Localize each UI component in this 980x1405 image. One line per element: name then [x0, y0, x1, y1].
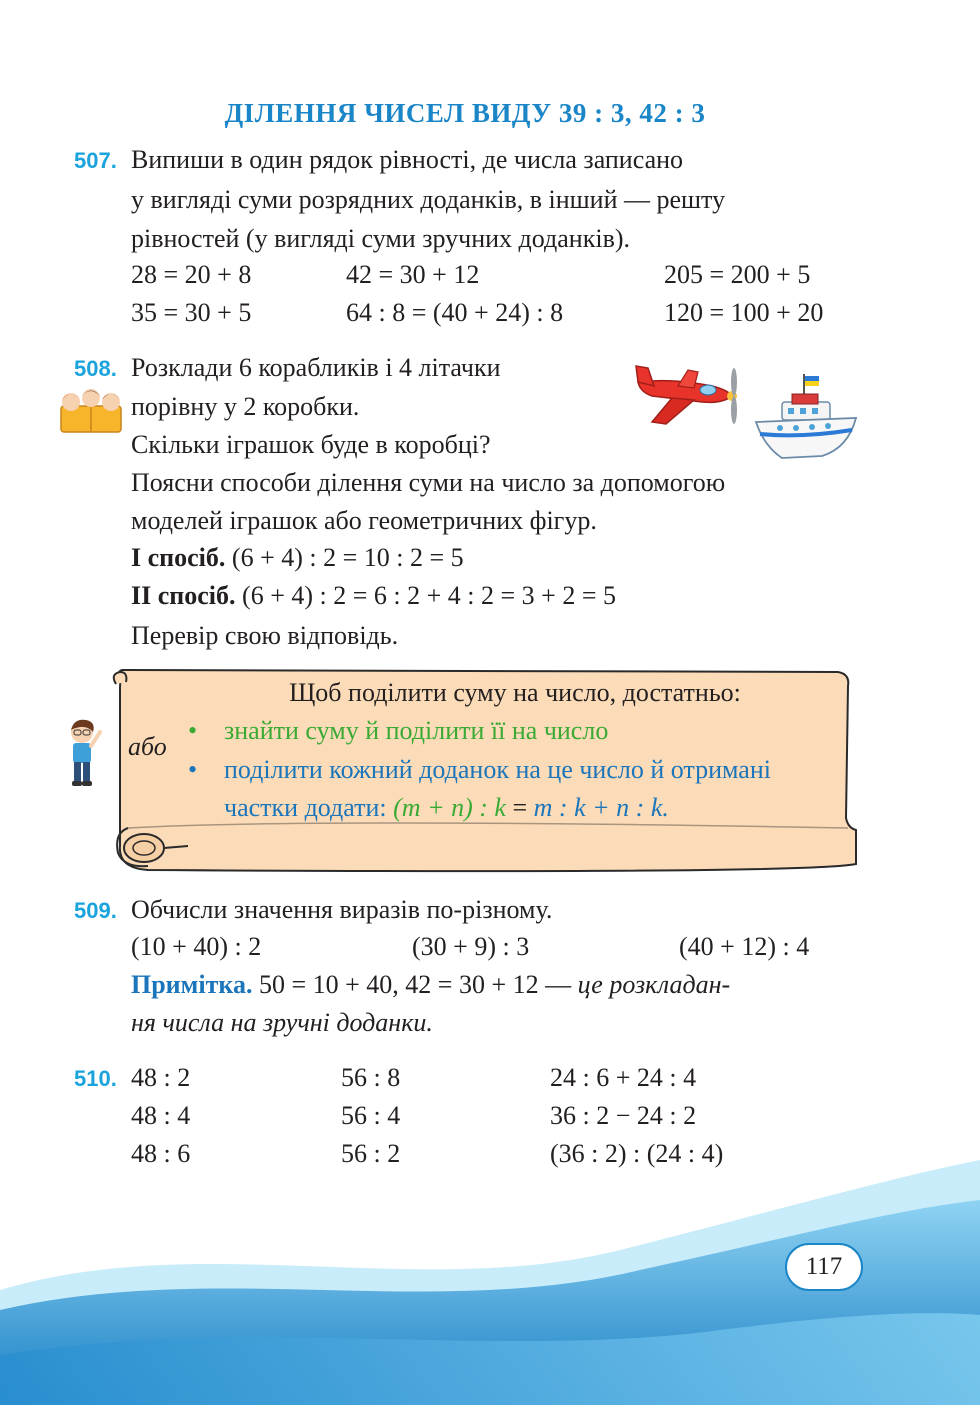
page-title: ДІЛЕННЯ ЧИСЕЛ ВИДУ 39 : 3, 42 : 3 — [224, 98, 706, 128]
bullet-icon: • — [188, 716, 198, 745]
exercise-507-line-2: у вигляді суми розрядних доданків, в інший — решту — [131, 185, 726, 214]
equation: 205 = 200 + 5 — [664, 260, 811, 289]
method-1 — [131, 539, 464, 577]
exercise-508-line-4: Поясни способи ділення суми на число за допомогою — [131, 468, 726, 497]
airplane-toy-icon — [632, 356, 742, 432]
expression: 36 : 2 − 24 : 2 — [550, 1101, 697, 1130]
exercise-508-line-2: порівну у 2 коробки. — [131, 392, 360, 421]
expression: (10 + 40) : 2 — [131, 932, 262, 961]
bullet-icon: • — [188, 755, 198, 784]
equation: 35 = 30 + 5 — [131, 298, 252, 327]
method-2-label: ІІ спосіб. — [131, 581, 236, 610]
rule-heading — [0, 678, 980, 708]
expression: 56 : 4 — [341, 1101, 401, 1130]
boy-pointing-icon — [62, 718, 106, 788]
method-2 — [131, 577, 616, 615]
equation: 28 = 20 + 8 — [131, 260, 252, 289]
expression: 56 : 8 — [341, 1063, 401, 1092]
exercise-507-line-3: рівностей (у вигляді суми зручних доданків). — [131, 224, 631, 253]
equation: 42 = 30 + 12 — [346, 260, 480, 289]
equation: 120 = 100 + 20 — [664, 298, 824, 327]
expression: (36 : 2) : (24 : 4) — [550, 1139, 724, 1168]
expression: 48 : 4 — [131, 1101, 191, 1130]
rule-bullet-2-text: частки додати: — [224, 793, 387, 822]
exercise-510-number: 510. — [74, 1066, 117, 1091]
exercise-509-number: 509. — [74, 898, 117, 923]
rule-bullet-1: знайти суму й поділити її на число — [224, 716, 609, 745]
exercise-508-check: Перевір свою відповідь. — [131, 621, 399, 650]
children-reading-icon — [55, 384, 127, 434]
expression: (30 + 9) : 3 — [412, 932, 530, 961]
expression: 48 : 6 — [131, 1139, 191, 1168]
expression: 56 : 2 — [341, 1139, 401, 1168]
note-line-1 — [131, 966, 730, 1004]
exercise-507-number: 507. — [74, 148, 117, 173]
rule-formula-left: (m + n) : k — [393, 793, 506, 822]
method-2-expression: (6 + 4) : 2 = 6 : 2 + 4 : 2 = 3 + 2 = 5 — [242, 581, 616, 610]
exercise-508-line-1: Розклади 6 корабликів і 4 літачки — [131, 353, 501, 382]
exercise-507-line-1: Випиши в один рядок рівності, де числа записано — [131, 145, 684, 174]
expression: 48 : 2 — [131, 1063, 191, 1092]
expression: 24 : 6 + 24 : 4 — [550, 1063, 697, 1092]
exercise-509-line: Обчисли значення виразів по-різному. — [131, 895, 553, 924]
exercise-508-line-5: моделей іграшок або геометричних фігур. — [131, 506, 597, 535]
note-label: Примітка. — [131, 970, 253, 999]
expression: (40 + 12) : 4 — [679, 932, 810, 961]
equation: 64 : 8 = (40 + 24) : 8 — [346, 298, 564, 327]
rule-formula-right: m : k + n : k. — [533, 793, 669, 822]
exercise-508-line-3: Скільки іграшок буде в коробці? — [131, 430, 491, 459]
note-line-2: ня числа на зручні доданки. — [131, 1008, 433, 1037]
rule-or-label: або — [128, 732, 167, 761]
note-italic-1: це розкладан- — [577, 970, 731, 999]
page-number: 117 — [785, 1243, 863, 1291]
rule-heading-text: Щоб поділити суму на число, достатньо: — [289, 678, 741, 707]
rule-formula-equals: = — [512, 793, 528, 822]
exercise-508-number: 508. — [74, 356, 117, 381]
rule-bullet-2-line-2 — [224, 793, 669, 823]
method-1-label: І спосіб. — [131, 543, 226, 572]
note-text: 50 = 10 + 40, 42 = 30 + 12 — — [258, 970, 572, 999]
method-1-expression: (6 + 4) : 2 = 10 : 2 = 5 — [231, 543, 464, 572]
rule-bullet-2-line-1: поділити кожний доданок на це число й отримані — [224, 755, 771, 784]
ship-toy-icon — [752, 372, 862, 468]
